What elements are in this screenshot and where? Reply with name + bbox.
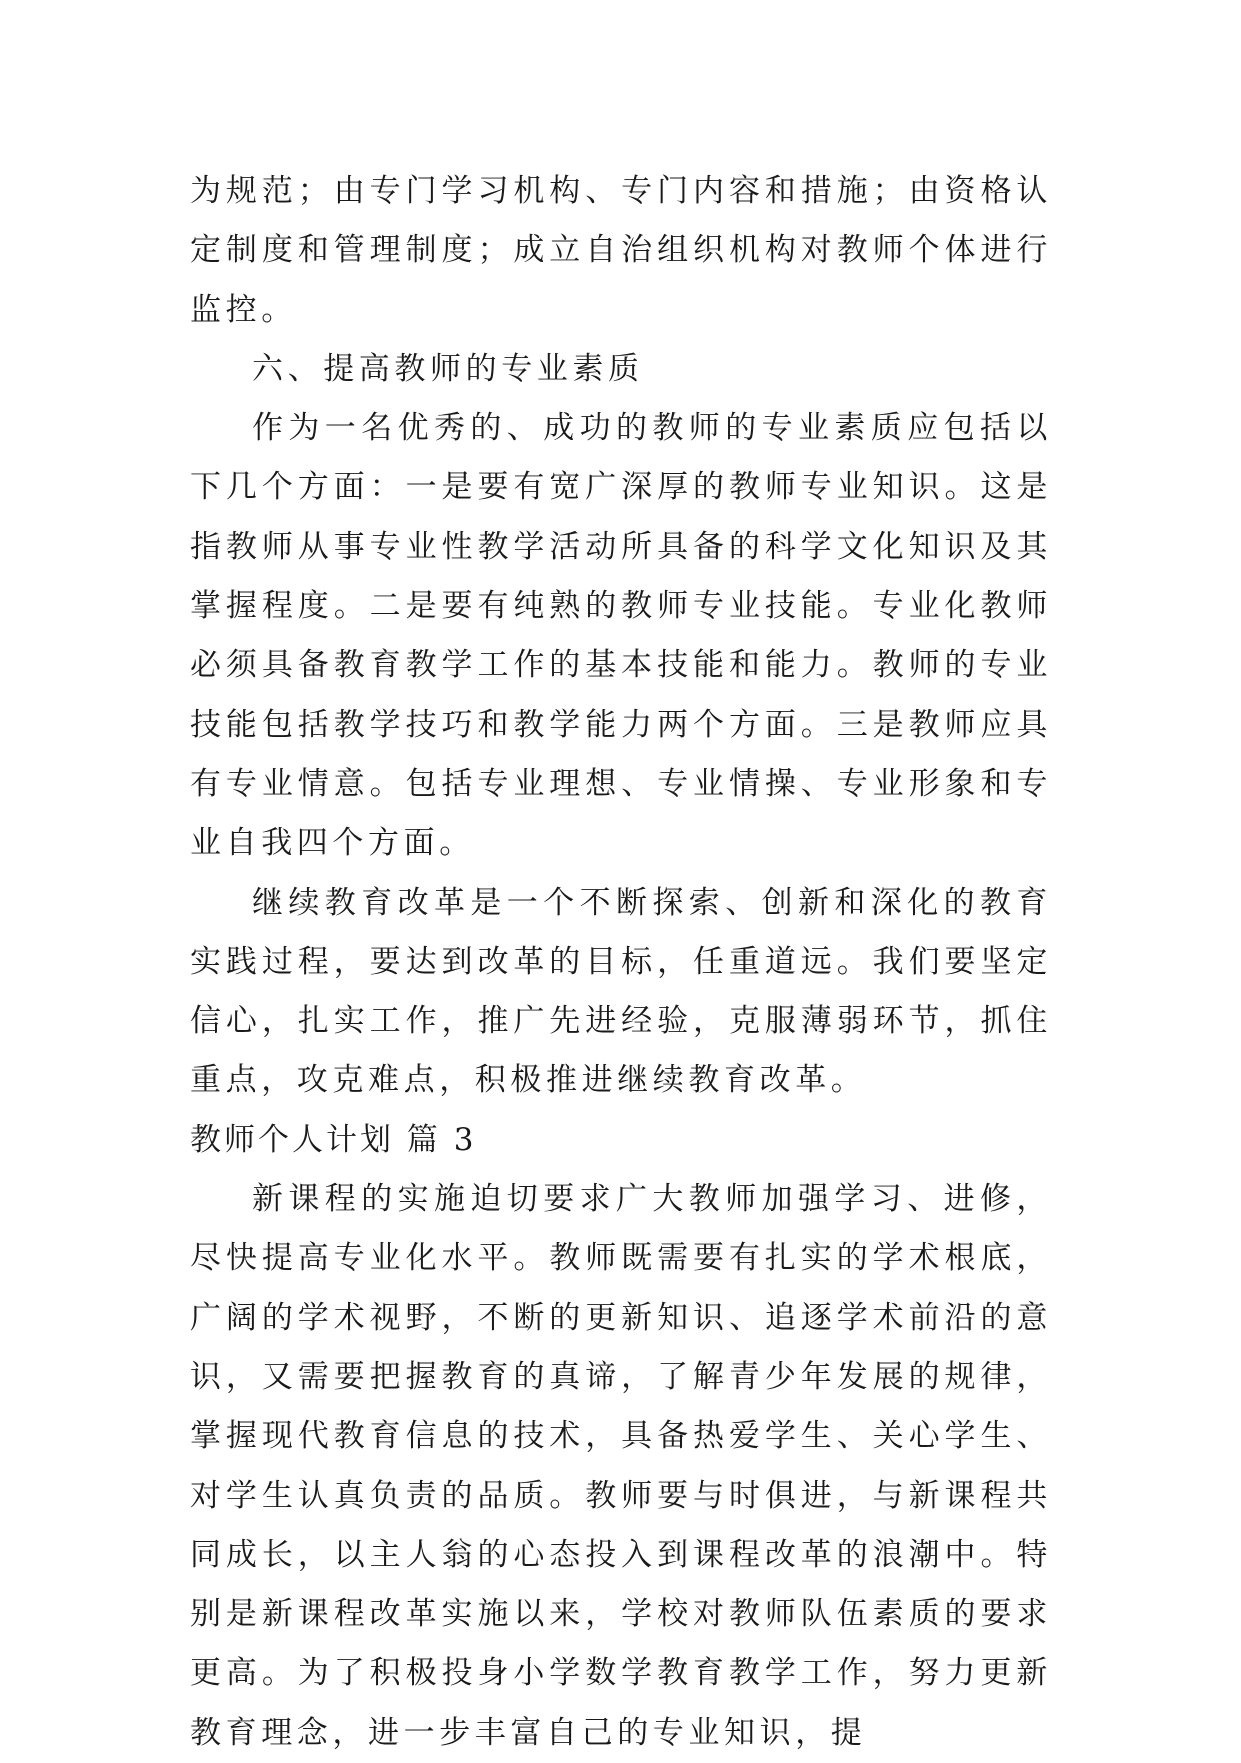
paragraph-reform-conclusion: 继续教育改革是一个不断探索、创新和深化的教育实践过程，要达到改革的目标，任重道远。我们要坚定信心，扎实工作，推广先进经验，克服薄弱环节，抓住重点，攻克难点，积极推进继续教育改革。 — [190, 884, 1052, 1099]
section-heading-six: 六、提高教师的专业素质 — [252, 350, 644, 387]
document-body — [190, 162, 1052, 1763]
paragraph-professional-quality: 作为一名优秀的、成功的教师的专业素质应包括以下几个方面：一是要有宽广深厚的教师专业知识。这是指教师从事专业性教学活动所具备的科学文化知识及其掌握程度。二是要有纯熟的教师专业技能。专业化教师必须具备教育教学工作的基本技能和能力。教师的专业技能包括教学技巧和教学能力两个方面。三是教师应具有专业情意。包括专业理想、专业情操、专业形象和专业自我四个方面。 — [190, 410, 1052, 862]
paragraph-continuation: 为规范；由专门学习机构、专门内容和措施；由资格认定制度和管理制度；成立自治组织机构对教师个体进行监控。 — [190, 173, 1052, 328]
paragraph-new-curriculum: 新课程的实施迫切要求广大教师加强学习、进修，尽快提高专业化水平。教师既需要有扎实的学术根底，广阔的学术视野，不断的更新知识、追逐学术前沿的意识，又需要把握教育的真谛，了解青少年发展的规律，掌握现代教育信息的技术，具备热爱学生、关心学生、对学生认真负责的品质。教师要与时俱进，与新课程共同成长，以主人翁的心态投入到课程改革的浪潮中。特别是新课程改革实施以来，学校对教师队伍素质的要求更高。为了积极投身小学数学教育教学工作，努力更新教育理念，进一步丰富自己的专业知识，提 — [190, 1181, 1052, 1751]
section-title-plan-3: 教师个人计划 篇 3 — [190, 1121, 477, 1158]
